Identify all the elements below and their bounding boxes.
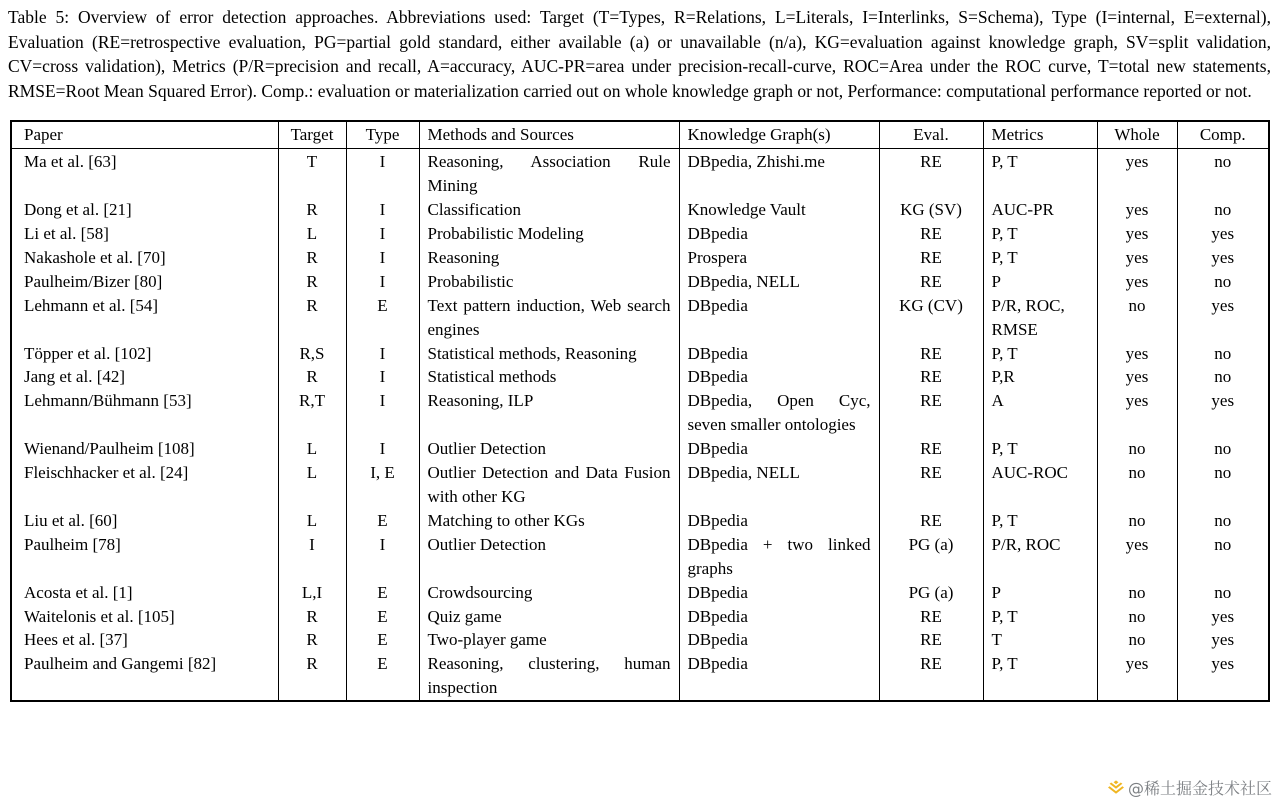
table-cell: no bbox=[1177, 342, 1269, 366]
table-cell: no bbox=[1097, 437, 1177, 461]
table-cell: RE bbox=[879, 461, 983, 509]
table-cell: KG (SV) bbox=[879, 198, 983, 222]
table-cell: E bbox=[346, 509, 419, 533]
table-row bbox=[11, 581, 1269, 605]
table-cell: T bbox=[278, 149, 346, 198]
table-cell: I bbox=[346, 342, 419, 366]
table-cell: P, T bbox=[983, 605, 1097, 629]
table-cell: I, E bbox=[346, 461, 419, 509]
table-cell: Knowledge Vault bbox=[679, 198, 879, 222]
col-header-paper: Paper bbox=[11, 121, 278, 148]
table-cell: Liu et al. [60] bbox=[24, 510, 118, 530]
table-cell: RE bbox=[879, 149, 983, 198]
table-cell: DBpedia + two linked graphs bbox=[679, 533, 879, 581]
table-cell: L,I bbox=[278, 581, 346, 605]
table-cell: R,T bbox=[278, 389, 346, 437]
table-cell: I bbox=[346, 222, 419, 246]
table-cell: AUC-ROC bbox=[983, 461, 1097, 509]
table-cell: Dong et al. [21] bbox=[24, 200, 132, 220]
table-cell: Matching to other KGs bbox=[419, 509, 679, 533]
table-cell: L bbox=[278, 461, 346, 509]
table-cell: P, T bbox=[983, 437, 1097, 461]
table-cell: no bbox=[1177, 365, 1269, 389]
table-cell: DBpedia, Open Cyc, seven smaller ontologies bbox=[679, 389, 879, 437]
header-row bbox=[11, 121, 1269, 148]
table-cell: E bbox=[346, 628, 419, 652]
table-cell: P, T bbox=[983, 222, 1097, 246]
table-cell: Statistical methods, Reasoning bbox=[419, 342, 679, 366]
table-cell: I bbox=[346, 246, 419, 270]
col-header-knowledge-graphs: Knowledge Graph(s) bbox=[679, 121, 879, 148]
col-header-whole: Whole bbox=[1097, 121, 1177, 148]
table-cell: Quiz game bbox=[419, 605, 679, 629]
table-cell: DBpedia bbox=[679, 222, 879, 246]
table-cell: Ma et al. [63] bbox=[24, 152, 117, 172]
table-cell: no bbox=[1177, 149, 1269, 198]
table-cell: R bbox=[278, 365, 346, 389]
col-header-methods-sources: Methods and Sources bbox=[419, 121, 679, 148]
table-cell: R bbox=[278, 652, 346, 701]
table-cell: no bbox=[1177, 437, 1269, 461]
table-cell: Outlier Detection and Data Fusion with other KG bbox=[419, 461, 679, 509]
table-row bbox=[11, 509, 1269, 533]
table-cell: yes bbox=[1097, 198, 1177, 222]
table-cell: DBpedia bbox=[679, 294, 879, 342]
table-cell: A bbox=[983, 389, 1097, 437]
table-cell: Fleischhacker et al. [24] bbox=[24, 463, 189, 483]
table-cell: I bbox=[346, 437, 419, 461]
table-cell: Li et al. [58] bbox=[24, 224, 109, 243]
table-cell: RE bbox=[879, 246, 983, 270]
table-cell: Classification bbox=[419, 198, 679, 222]
table-cell: yes bbox=[1097, 652, 1177, 701]
table-cell: E bbox=[346, 581, 419, 605]
table-cell: PG (a) bbox=[879, 533, 983, 581]
table-cell: yes bbox=[1097, 533, 1177, 581]
table-cell: P bbox=[983, 581, 1097, 605]
table-cell: no bbox=[1177, 461, 1269, 509]
table-cell: Probabilistic Modeling bbox=[419, 222, 679, 246]
table-cell: P, T bbox=[983, 342, 1097, 366]
table-cell: P, T bbox=[983, 246, 1097, 270]
table-cell: R bbox=[278, 246, 346, 270]
table-cell: KG (CV) bbox=[879, 294, 983, 342]
table-cell: DBpedia bbox=[679, 437, 879, 461]
table-cell: yes bbox=[1177, 605, 1269, 629]
table-row bbox=[11, 628, 1269, 652]
col-header-target: Target bbox=[278, 121, 346, 148]
watermark bbox=[1108, 776, 1272, 799]
table-cell: I bbox=[346, 149, 419, 198]
table-cell: Text pattern induction, Web search engines bbox=[419, 294, 679, 342]
table-cell: Nakashole et al. [70] bbox=[24, 247, 166, 267]
table-cell: Reasoning, ILP bbox=[419, 389, 679, 437]
table-cell: no bbox=[1097, 294, 1177, 342]
table-cell: Paulheim/Bizer [80] bbox=[24, 271, 163, 291]
table-cell: Paulheim and Gangemi [82] bbox=[24, 654, 217, 674]
table-cell: R,S bbox=[278, 342, 346, 366]
table-cell: no bbox=[1177, 581, 1269, 605]
col-header-metrics: Metrics bbox=[983, 121, 1097, 148]
table-cell: yes bbox=[1097, 222, 1177, 246]
table-cell: Reasoning, clustering, human inspection bbox=[419, 652, 679, 701]
col-header-comp: Comp. bbox=[1177, 121, 1269, 148]
juejin-logo-icon bbox=[1108, 780, 1124, 795]
table-cell: Probabilistic bbox=[419, 270, 679, 294]
error-detection-table bbox=[10, 120, 1270, 702]
table-cell: R bbox=[278, 605, 346, 629]
table-cell: yes bbox=[1097, 246, 1177, 270]
table-cell: RE bbox=[879, 270, 983, 294]
table-row bbox=[11, 652, 1269, 701]
table-cell: Reasoning bbox=[419, 246, 679, 270]
table-cell: P/R, ROC bbox=[983, 533, 1097, 581]
table-row bbox=[11, 533, 1269, 581]
table-cell: yes bbox=[1097, 342, 1177, 366]
table-cell: Wienand/Paulheim [108] bbox=[24, 439, 195, 459]
table-cell: I bbox=[346, 198, 419, 222]
table-cell: Jang et al. [42] bbox=[24, 367, 126, 387]
table-cell: L bbox=[278, 222, 346, 246]
table-cell: R bbox=[278, 198, 346, 222]
table-cell: yes bbox=[1097, 149, 1177, 198]
table-cell: yes bbox=[1097, 365, 1177, 389]
table-cell: L bbox=[278, 509, 346, 533]
table-cell: no bbox=[1177, 198, 1269, 222]
table-cell: I bbox=[346, 365, 419, 389]
table-cell: Prospera bbox=[679, 246, 879, 270]
table-cell: P, T bbox=[983, 509, 1097, 533]
table-cell: yes bbox=[1177, 389, 1269, 437]
table-cell: DBpedia bbox=[679, 509, 879, 533]
table-cell: DBpedia bbox=[679, 605, 879, 629]
table-caption: Table 5: Overview of error detection approaches. Abbreviations used: Target (T=Types, R=Relations, L=Literals, I=Interlinks, S=Schema), Type (I=internal, E=external), Evaluation (RE=retrospective evaluation, PG=partial gold standard, either available (a) or unavailable (n/a), KG=evaluation against knowledge graph, SV=split validation, CV=cross validation), Metrics (P/R=precision and recall, A=accuracy, AUC-PR=area under precision-recall-curve, ROC=Area under the ROC curve, T=total new statements, RMSE=Root Mean Squared Error). Comp.: evaluation or materialization carried out on whole knowledge graph or not, Performance: computational performance reported or not. bbox=[8, 7, 1271, 101]
table-cell: P bbox=[983, 270, 1097, 294]
table-cell: RE bbox=[879, 652, 983, 701]
table-cell: DBpedia bbox=[679, 365, 879, 389]
table-cell: PG (a) bbox=[879, 581, 983, 605]
table-cell: yes bbox=[1177, 628, 1269, 652]
table-cell: yes bbox=[1177, 294, 1269, 342]
table-cell: L bbox=[278, 437, 346, 461]
table-row bbox=[11, 437, 1269, 461]
table-cell: yes bbox=[1097, 270, 1177, 294]
table-cell: Reasoning, Association Rule Mining bbox=[419, 149, 679, 198]
table-cell: P/R, ROC, RMSE bbox=[983, 294, 1097, 342]
table-row bbox=[11, 461, 1269, 509]
table-cell: yes bbox=[1097, 389, 1177, 437]
table-cell: I bbox=[346, 533, 419, 581]
table-cell: RE bbox=[879, 605, 983, 629]
table-cell: I bbox=[278, 533, 346, 581]
table-row bbox=[11, 365, 1269, 389]
table-cell: Crowdsourcing bbox=[419, 581, 679, 605]
table-cell: AUC-PR bbox=[983, 198, 1097, 222]
table-cell: Paulheim [78] bbox=[24, 534, 121, 554]
table-row bbox=[11, 389, 1269, 437]
table-cell: DBpedia, NELL bbox=[679, 461, 879, 509]
table-cell: DBpedia bbox=[679, 628, 879, 652]
table-cell: Lehmann et al. [54] bbox=[24, 295, 159, 315]
table-cell: RE bbox=[879, 437, 983, 461]
table-cell: Töpper et al. [102] bbox=[24, 343, 152, 363]
table-cell: R bbox=[278, 628, 346, 652]
table-cell: RE bbox=[879, 509, 983, 533]
table-cell: no bbox=[1097, 509, 1177, 533]
table-cell: E bbox=[346, 294, 419, 342]
table-cell: Hees et al. [37] bbox=[24, 630, 128, 650]
watermark-text: @稀土掘金技术社区 bbox=[1127, 779, 1272, 798]
table-cell: DBpedia, Zhishi.me bbox=[679, 149, 879, 198]
table-row bbox=[11, 294, 1269, 342]
table-cell: E bbox=[346, 605, 419, 629]
table-cell: yes bbox=[1177, 222, 1269, 246]
table-cell: RE bbox=[879, 389, 983, 437]
table-cell: Two-player game bbox=[419, 628, 679, 652]
table-cell: DBpedia bbox=[679, 652, 879, 701]
table-cell: RE bbox=[879, 365, 983, 389]
table-row bbox=[11, 198, 1269, 222]
table-cell: DBpedia, NELL bbox=[679, 270, 879, 294]
table-cell: Statistical methods bbox=[419, 365, 679, 389]
col-header-eval: Eval. bbox=[879, 121, 983, 148]
table-cell: P,R bbox=[983, 365, 1097, 389]
table-cell: no bbox=[1097, 605, 1177, 629]
table-body bbox=[11, 149, 1269, 701]
table-row bbox=[11, 605, 1269, 629]
table-cell: I bbox=[346, 270, 419, 294]
table-cell: RE bbox=[879, 342, 983, 366]
table-row bbox=[11, 149, 1269, 198]
table-cell: Outlier Detection bbox=[419, 437, 679, 461]
table-cell: R bbox=[278, 294, 346, 342]
table-cell: Outlier Detection bbox=[419, 533, 679, 581]
table-cell: no bbox=[1097, 628, 1177, 652]
table-cell: no bbox=[1177, 509, 1269, 533]
table-cell: no bbox=[1177, 533, 1269, 581]
table-cell: E bbox=[346, 652, 419, 701]
table-cell: no bbox=[1177, 270, 1269, 294]
table-cell: RE bbox=[879, 628, 983, 652]
table-cell: Lehmann/Bühmann [53] bbox=[24, 391, 192, 411]
table-cell: R bbox=[278, 270, 346, 294]
table-cell: no bbox=[1097, 461, 1177, 509]
table-cell: Waitelonis et al. [105] bbox=[24, 606, 175, 626]
table-cell: yes bbox=[1177, 246, 1269, 270]
col-header-type: Type bbox=[346, 121, 419, 148]
table-cell: Acosta et al. [1] bbox=[24, 582, 133, 602]
table-row bbox=[11, 222, 1269, 246]
table-cell: I bbox=[346, 389, 419, 437]
table-cell: DBpedia bbox=[679, 581, 879, 605]
document-page bbox=[0, 5, 1280, 809]
table-cell: P, T bbox=[983, 652, 1097, 701]
table-row bbox=[11, 246, 1269, 270]
table-cell: DBpedia bbox=[679, 342, 879, 366]
table-cell: RE bbox=[879, 222, 983, 246]
table-cell: no bbox=[1097, 581, 1177, 605]
table-cell: yes bbox=[1177, 652, 1269, 701]
table-cell: T bbox=[983, 628, 1097, 652]
table-row bbox=[11, 342, 1269, 366]
table-cell: P, T bbox=[983, 149, 1097, 198]
table-row bbox=[11, 270, 1269, 294]
